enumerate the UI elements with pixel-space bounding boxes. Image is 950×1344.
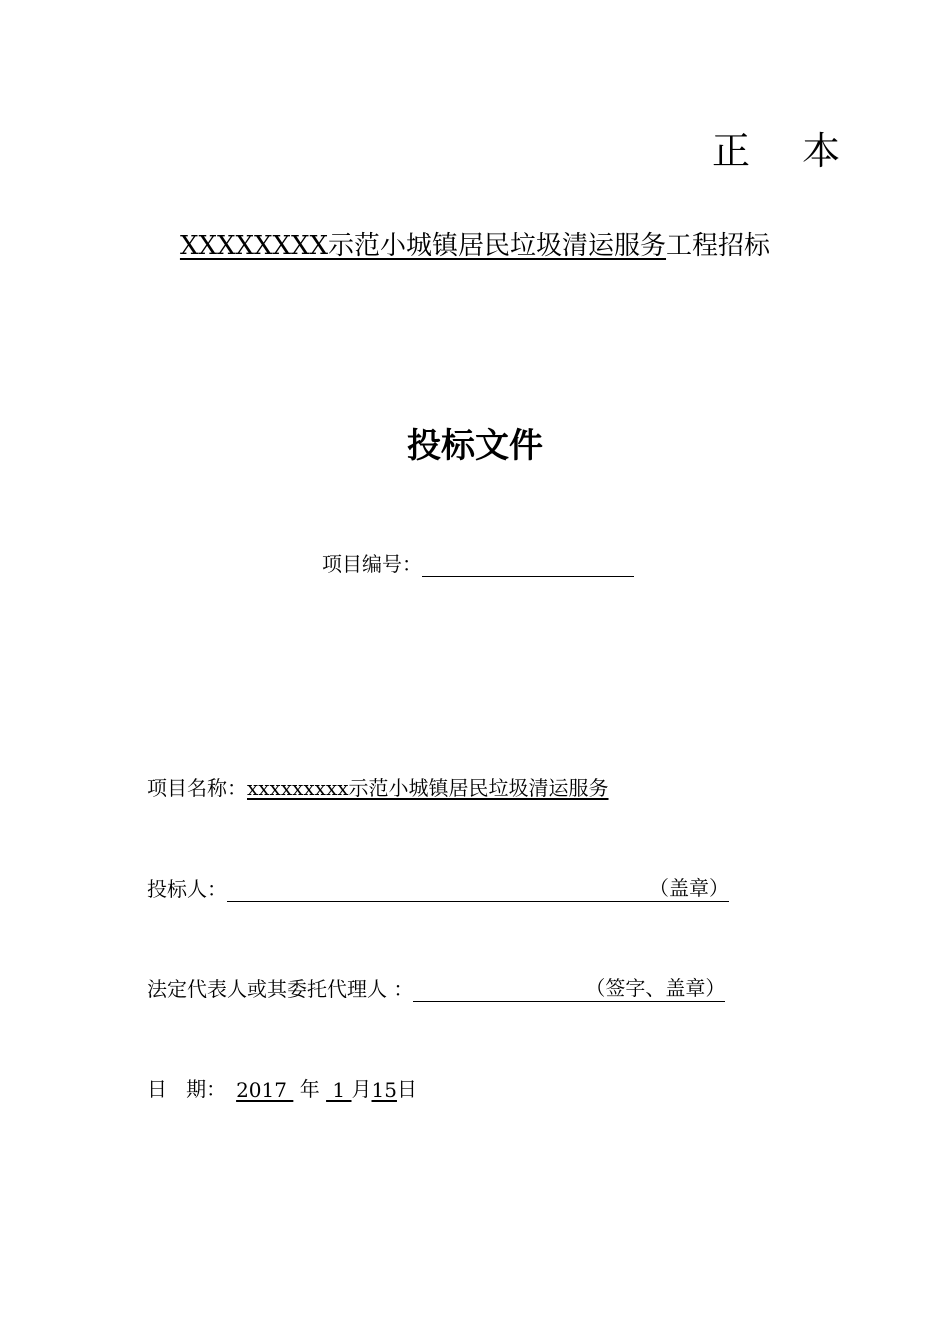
project-title-underlined: XXXXXXXX示范小城镇居民垃圾清运服务 [179, 231, 667, 261]
date-year: 2017 [236, 1078, 294, 1102]
date-day: 15 [371, 1078, 397, 1102]
date-row [147, 1073, 417, 1102]
project-number-field[interactable] [422, 554, 634, 577]
bidder-seal-note: （盖章） [649, 876, 729, 900]
project-title-rest: 工程招标 [666, 231, 771, 261]
legal-representative-sign-note: （签字、盖章） [585, 976, 726, 1000]
original-copy-mark: 正 本 [712, 129, 861, 173]
bidder-row [147, 872, 729, 902]
document-title: 投标文件 [407, 426, 543, 466]
project-number-row [322, 548, 634, 577]
date-month: 1 [326, 1078, 352, 1102]
date-label: 日 期： [147, 1077, 227, 1101]
project-title [0, 225, 950, 262]
project-name-value: xxxxxxxxx示范小城镇居民垃圾清运服务 [247, 776, 609, 800]
legal-representative-label: 法定代表人或其委托代理人 ： [147, 977, 414, 1001]
project-name-row [147, 772, 609, 801]
project-name-label: 项目名称： [147, 776, 247, 800]
legal-representative-row [147, 972, 725, 1002]
date-year-unit: 年 [293, 1077, 327, 1101]
bidder-field[interactable] [227, 872, 729, 902]
bidder-label: 投标人： [147, 877, 227, 901]
project-number-label: 项目编号： [322, 552, 422, 576]
date-month-unit: 月 [351, 1077, 372, 1101]
date-day-unit: 日 [396, 1077, 417, 1101]
legal-representative-field[interactable] [413, 972, 725, 1002]
